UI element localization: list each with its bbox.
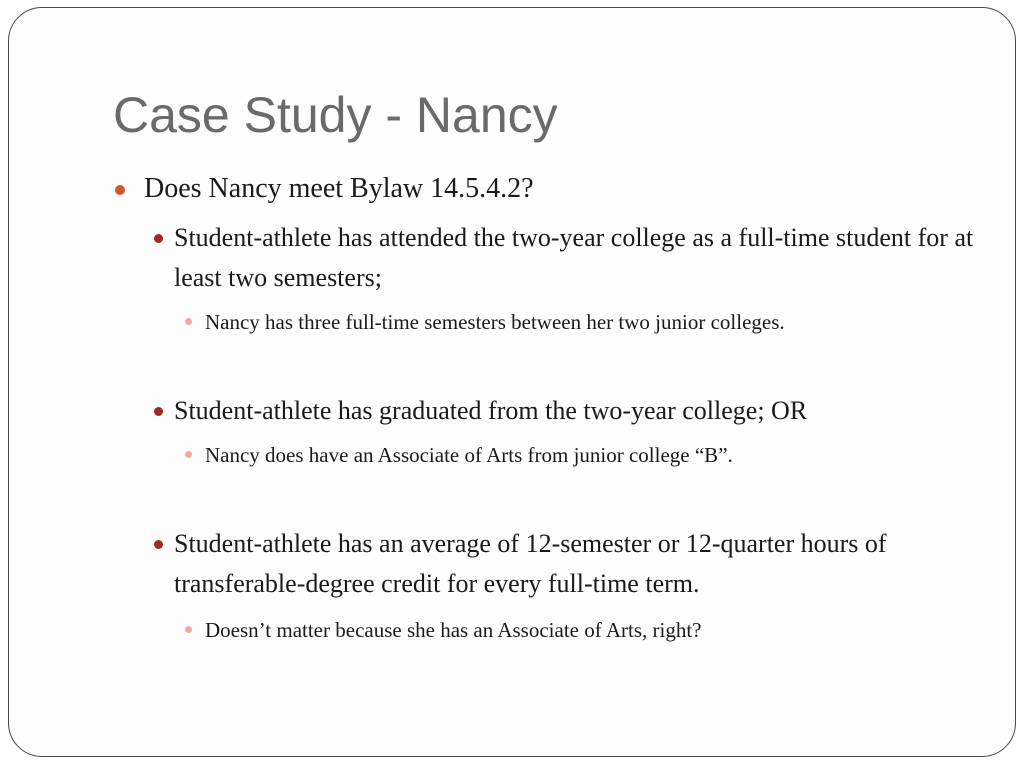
bullet-dot-icon xyxy=(154,234,163,243)
note-text: Nancy does have an Associate of Arts from junior college “B”. xyxy=(205,443,733,467)
bullet-dot-icon xyxy=(154,540,163,549)
criterion-bullet-1 xyxy=(174,218,974,298)
bullet-dot-icon xyxy=(154,407,163,416)
bullet-dot-icon xyxy=(185,318,192,325)
criterion-text: Student-athlete has attended the two-year college as a full-time student for at least two semesters; xyxy=(174,223,974,292)
criterion-text: Student-athlete has an average of 12-semester or 12-quarter hours of transferable-degree credit for every full-time term. xyxy=(174,529,887,598)
criterion-text: Student-athlete has graduated from the two-year college; OR xyxy=(174,396,808,425)
criterion-note-1 xyxy=(205,307,785,337)
slide-title: Case Study - Nancy xyxy=(113,87,558,143)
criterion-bullet-3 xyxy=(174,524,974,604)
criterion-note-2 xyxy=(205,440,733,470)
criterion-note-3 xyxy=(205,615,701,645)
bullet-dot-icon xyxy=(185,626,192,633)
criterion-bullet-2 xyxy=(174,391,974,431)
question-bullet xyxy=(144,170,534,208)
question-text: Does Nancy meet Bylaw 14.5.4.2? xyxy=(144,173,534,204)
note-text: Doesn’t matter because she has an Associate of Arts, right? xyxy=(205,618,702,642)
bullet-dot-icon xyxy=(115,185,125,195)
bullet-dot-icon xyxy=(185,451,192,458)
note-text: Nancy has three full-time semesters between her two junior colleges. xyxy=(205,310,785,334)
